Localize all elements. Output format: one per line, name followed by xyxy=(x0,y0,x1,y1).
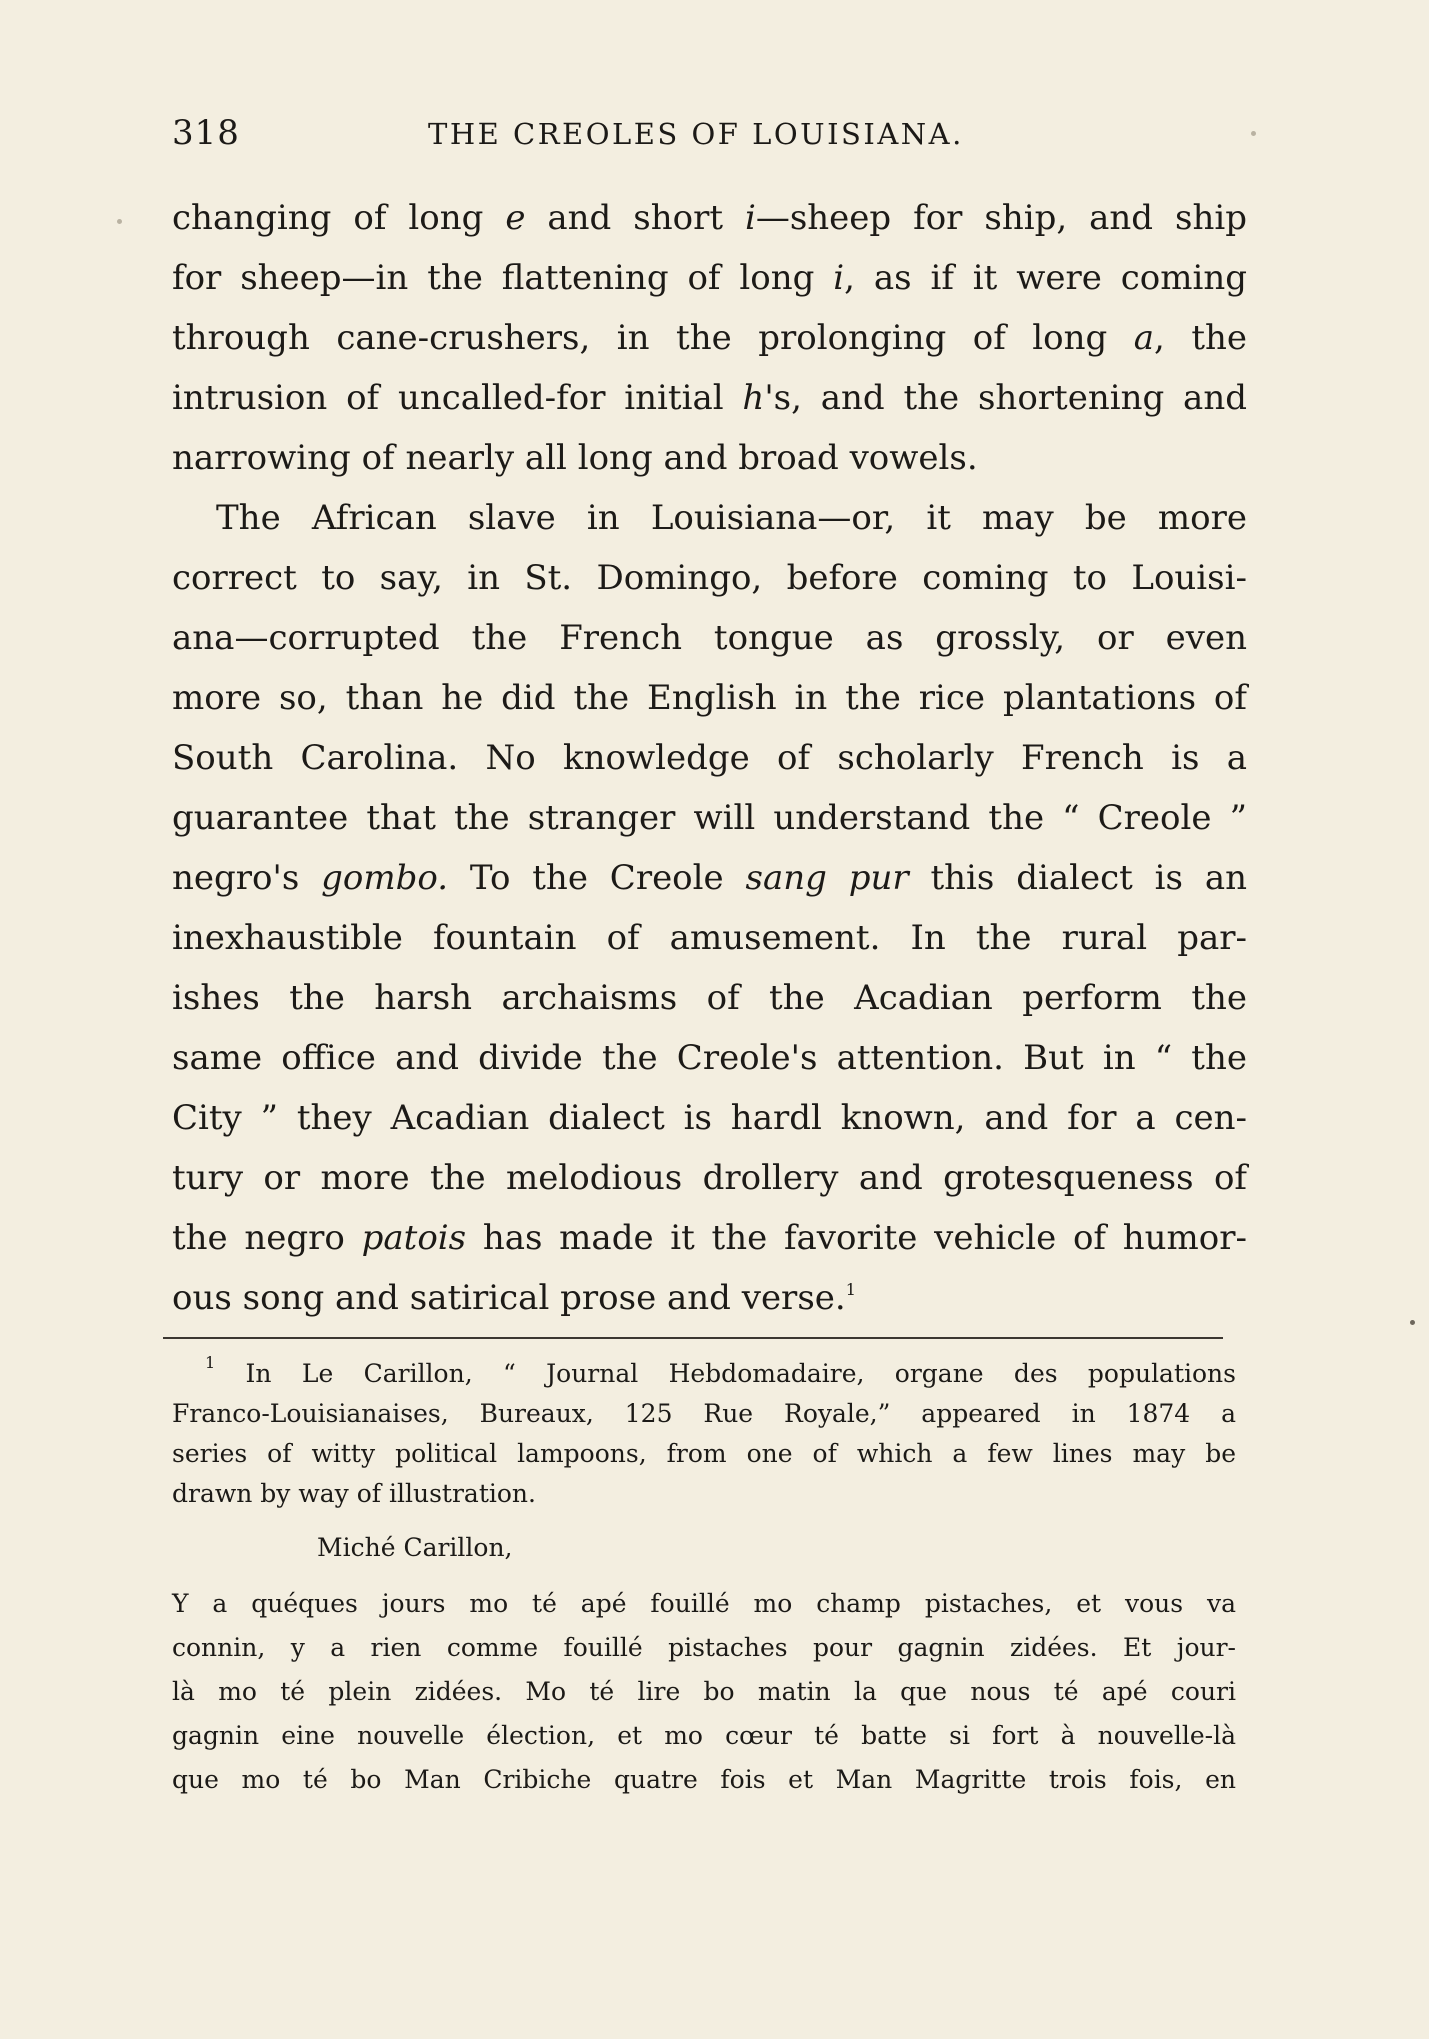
text-line: ishes the harsh archaisms of the Acadian perform the xyxy=(172,978,1247,1018)
footnote-marker: 1 xyxy=(205,1353,216,1372)
footnote-reference: 1 xyxy=(845,1280,856,1299)
text-line: The African slave in Louisiana—or, it may be more xyxy=(216,498,1247,538)
page-number: 318 xyxy=(172,113,240,153)
footnote-divider xyxy=(163,1337,1223,1339)
letter-line: connin, y a rien comme fouillé pistaches pour gagnin zidées. Et jour- xyxy=(172,1633,1236,1662)
text-line: ana—corrupted the French tongue as grossly, or even xyxy=(172,618,1247,658)
footnote-line: Franco-Louisianaises, Bureaux, 125 Rue Royale,” appeared in 1874 a xyxy=(172,1399,1236,1428)
margin-mark-left xyxy=(117,219,122,224)
text-line: for sheep—in the flattening of long i, as if it were coming xyxy=(172,258,1247,298)
text-line: same office and divide the Creole's attention. But in “ the xyxy=(172,1038,1247,1078)
margin-mark-right xyxy=(1410,1320,1415,1325)
letter-greeting: Miché Carillon, xyxy=(317,1533,513,1562)
text-line: negro's gombo. To the Creole sang pur this dialect is an xyxy=(172,858,1247,898)
text-line: through cane-crushers, in the prolonging of long a, the xyxy=(172,318,1248,358)
footnote-line: series of witty political lampoons, from one of which a few lines may be xyxy=(172,1439,1236,1468)
text-line: guarantee that the stranger will understand the “ Creole ” xyxy=(172,798,1247,838)
page-header xyxy=(172,113,1252,169)
text-line: ous song and satirical prose and verse.$^1$ xyxy=(172,1278,856,1318)
footnote-line: drawn by way of illustration. xyxy=(172,1479,536,1508)
text-line: inexhaustible fountain of amusement. In the rural par- xyxy=(172,918,1247,958)
text-line: more so, than he did the English in the rice plantations of xyxy=(172,678,1247,718)
text-line: tury or more the melodious drollery and grotesqueness of xyxy=(172,1158,1247,1198)
running-title: THE CREOLES OF LOUISIANA. xyxy=(428,117,964,151)
text-line: the negro patois has made it the favorite vehicle of humor- xyxy=(172,1218,1247,1258)
main-text xyxy=(172,188,1247,1328)
letter-line: Y a quéques jours mo té apé fouillé mo champ pistaches, et vous va xyxy=(172,1589,1236,1618)
text-line: correct to say, in St. Domingo, before coming to Louisi- xyxy=(172,558,1247,598)
letter-line: là mo té plein zidées. Mo té lire bo matin la que nous té apé couri xyxy=(172,1677,1236,1706)
text-line: changing of long e and short i—sheep for ship, and ship xyxy=(172,198,1247,238)
letter-line: que mo té bo Man Cribiche quatre fois et Man Magritte trois fois, en xyxy=(172,1765,1236,1794)
letter-line: gagnin eine nouvelle élection, et mo cœur té batte si fort à nouvelle-là xyxy=(172,1721,1236,1750)
text-line: South Carolina. No knowledge of scholarly French is a xyxy=(172,738,1247,778)
footnote xyxy=(172,1354,1236,1802)
footnote-line: $^1$ In Le Carillon, “ Journal Hebdomadaire, organe des populations xyxy=(205,1353,1236,1388)
text-line: City ” they Acadian dialect is hardl known, and for a cen- xyxy=(172,1098,1247,1138)
text-line: intrusion of uncalled-for initial h's, and the shortening and xyxy=(172,378,1247,418)
text-line: narrowing of nearly all long and broad vowels. xyxy=(172,438,978,478)
